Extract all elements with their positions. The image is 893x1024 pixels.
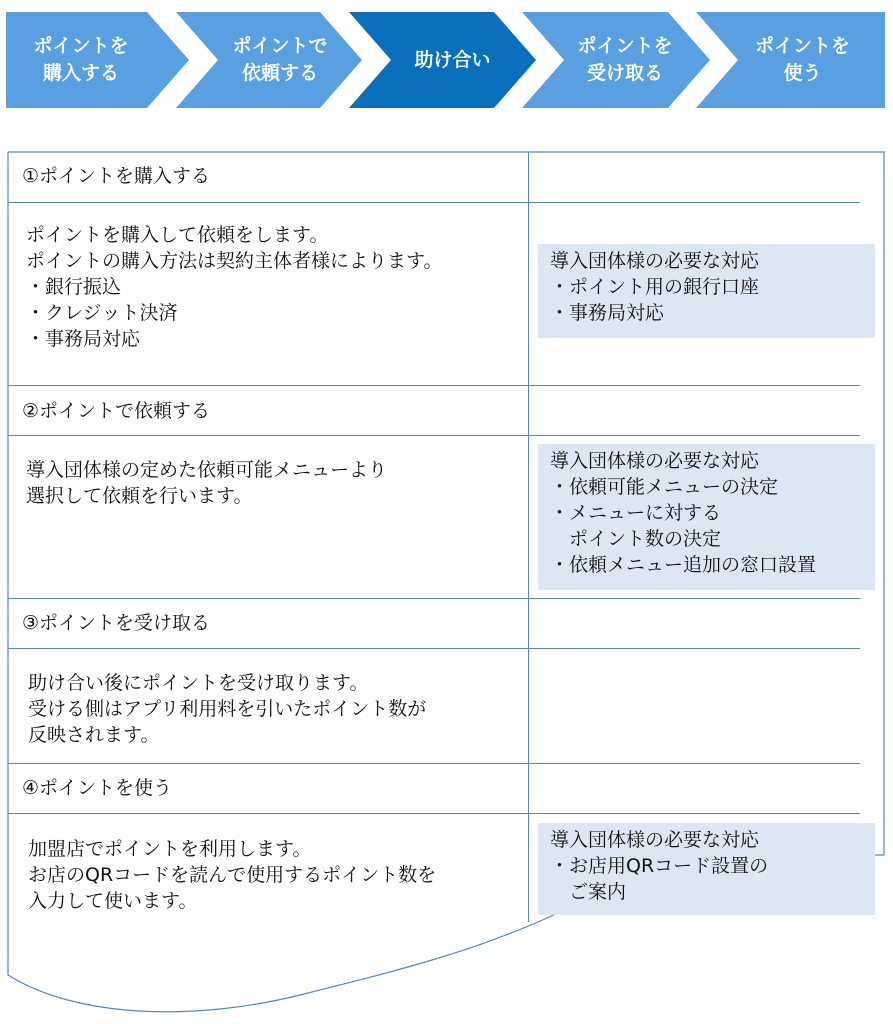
section-2-heading: ②ポイントで依頼する [22, 400, 211, 422]
note-item: ・事務局対応 [550, 302, 665, 324]
note-title: 導入団体様の必要な対応 [550, 250, 760, 272]
row-divider [8, 763, 860, 764]
row-divider [8, 648, 860, 649]
section-4-note [538, 823, 875, 915]
note-title: 導入団体様の必要な対応 [550, 829, 760, 851]
step-2-label: ポイントで 依頼する [232, 35, 328, 84]
row-divider [8, 598, 860, 599]
row-divider [8, 813, 860, 814]
step-5 [720, 12, 885, 108]
section-2-body: 導入団体様の定めた依頼可能メニューより 選択して依頼を行います。 [26, 459, 388, 507]
step-1-label: ポイントを 購入する [33, 35, 129, 84]
section-2-note [538, 444, 875, 590]
note-item: ・依頼メニュー追加の窓口設置 [550, 554, 817, 576]
column-divider [528, 152, 529, 922]
step-1 [6, 12, 156, 108]
step-4 [545, 12, 705, 108]
row-divider [8, 435, 860, 436]
step-2 [200, 12, 360, 108]
section-1-note [538, 244, 875, 338]
row-divider [8, 385, 860, 386]
note-item: ・ポイント用の銀行口座 [550, 276, 760, 298]
section-3-body: 助け合い後にポイントを受け取ります。 受ける側はアプリ利用料を引いたポイント数が 反映されます。 [28, 672, 427, 746]
note-item: ・依頼可能メニューの決定 [550, 476, 779, 498]
section-1-heading: ①ポイントを購入する [22, 165, 211, 187]
note-item: ・お店用QRコード設置の ご案内 [550, 855, 769, 903]
note-item: ・メニューに対する ポイント数の決定 [550, 502, 722, 550]
step-4-label: ポイントを 受け取る [577, 35, 673, 84]
section-1-body: ポイントを購入して依頼をします。 ポイントの購入方法は契約主体者様によります。 ・銀行振込 ・クレジット決済 ・事務局対応 [26, 224, 443, 350]
step-3 [375, 12, 530, 108]
step-flow [0, 0, 893, 115]
section-4-body: 加盟店でポイントを利用します。 お店のQRコードを読んで使用するポイント数を 入力して使います。 [28, 838, 437, 912]
row-divider [8, 202, 860, 203]
section-4-heading: ④ポイントを使う [22, 777, 173, 799]
step-3-label: 助け合い [414, 48, 491, 71]
step-5-label: ポイントを 使う [754, 35, 850, 84]
note-title: 導入団体様の必要な対応 [550, 450, 760, 472]
section-3-heading: ③ポイントを受け取る [22, 612, 211, 634]
